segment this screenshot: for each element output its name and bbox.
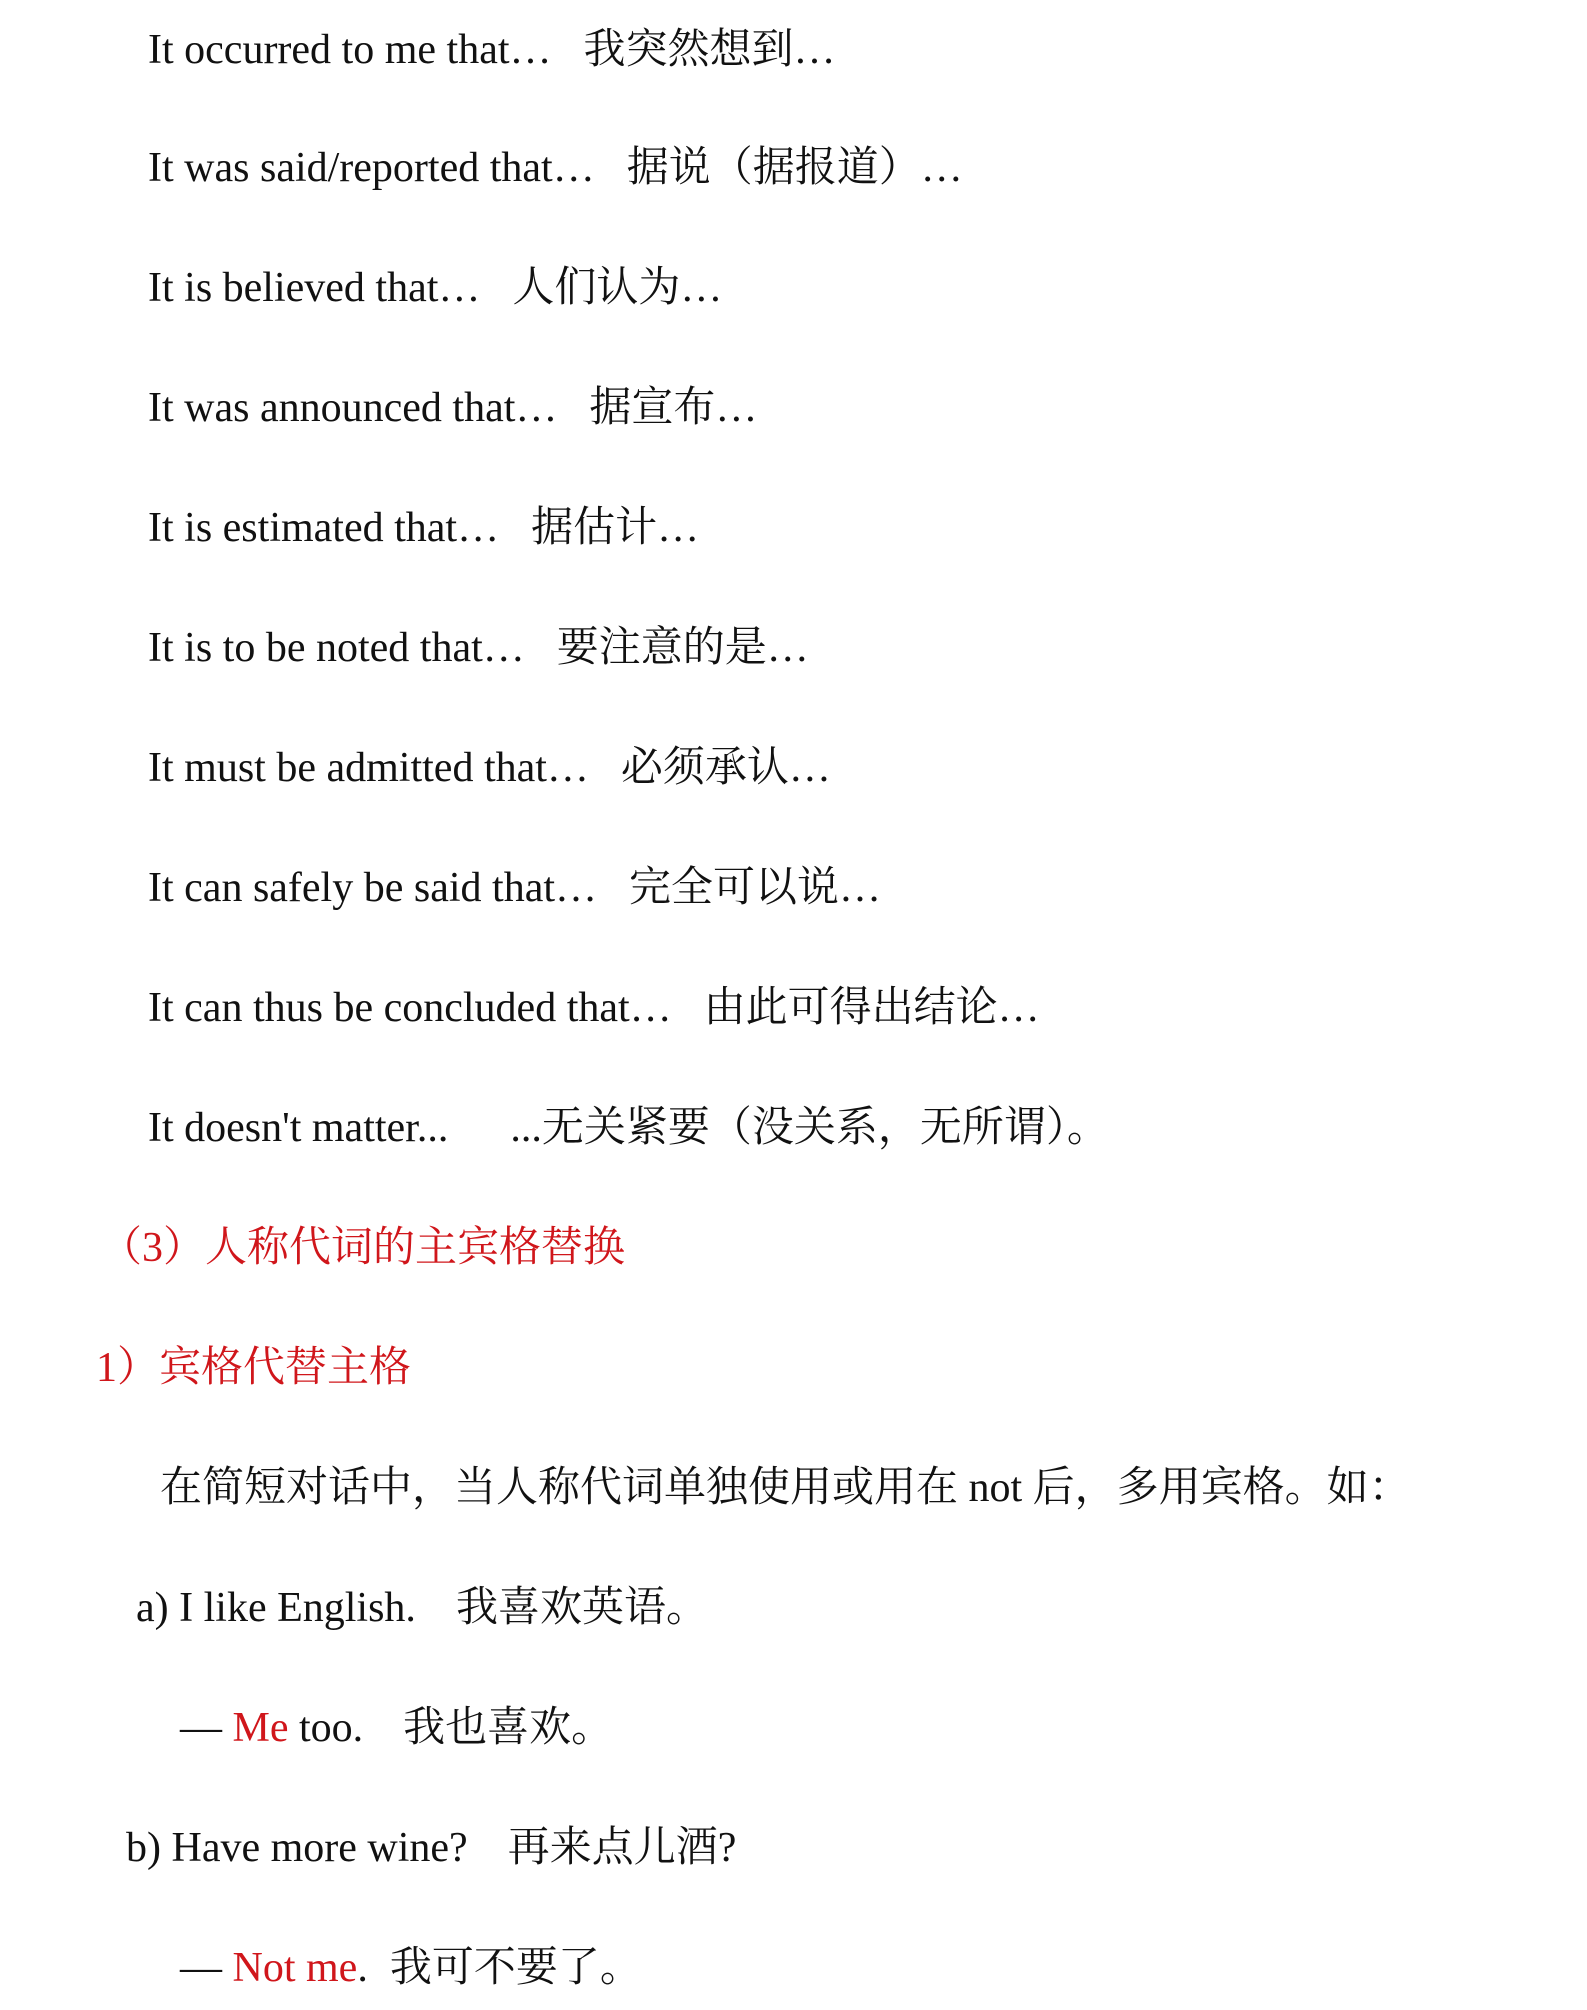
phrase-row	[148, 1102, 1109, 1154]
phrase-english: It occurred to me that…	[148, 27, 552, 73]
phrase-chinese: 要注意的是…	[556, 625, 809, 671]
answer-english: too.	[288, 1705, 364, 1751]
answer-highlight: Me	[232, 1705, 289, 1751]
phrase-chinese: ...无关紧要（没关系，无所谓）。	[510, 1105, 1109, 1151]
phrase-chinese: 据说（据报道）…	[626, 145, 963, 191]
example-question	[136, 1582, 708, 1634]
phrase-english: It is believed that…	[148, 265, 481, 311]
phrase-chinese: 据估计…	[531, 505, 700, 551]
phrase-english: It is estimated that…	[148, 505, 500, 551]
phrase-row	[148, 382, 757, 434]
example-answer	[180, 1702, 613, 1754]
phrase-english: It can safely be said that…	[148, 865, 597, 911]
phrase-row	[148, 622, 809, 674]
explanation-text: 在简短对话中，当人称代词单独使用或用在 not 后，多用宾格。如：	[160, 1465, 1411, 1511]
phrase-row	[148, 262, 722, 314]
phrase-row	[148, 862, 881, 914]
phrase-row	[148, 982, 1040, 1034]
phrase-row	[148, 502, 699, 554]
answer-english: .	[357, 1945, 368, 1991]
example-question-english: b) Have more wine?	[126, 1825, 468, 1871]
example-answer	[180, 1942, 642, 1994]
example-question-chinese: 我喜欢英语。	[455, 1585, 708, 1631]
phrase-row	[148, 742, 831, 794]
phrase-english: It can thus be concluded that…	[148, 985, 672, 1031]
phrase-chinese: 人们认为…	[512, 265, 723, 311]
phrase-english: It was said/reported that…	[148, 145, 595, 191]
phrase-english: It doesn't matter...	[148, 1105, 449, 1151]
example-question-chinese: 再来点儿酒?	[507, 1825, 737, 1871]
example-question-english: a) I like English.	[136, 1585, 416, 1631]
phrase-english: It was announced that…	[148, 385, 558, 431]
phrase-english: It must be admitted that…	[148, 745, 589, 791]
answer-chinese: 我也喜欢。	[403, 1705, 614, 1751]
subsection-heading: 1）宾格代替主格	[96, 1345, 412, 1391]
answer-dash: —	[180, 1945, 233, 1991]
answer-dash: —	[180, 1705, 233, 1751]
section-heading: （3）人称代词的主宾格替换	[100, 1225, 626, 1271]
phrase-chinese: 完全可以说…	[629, 865, 882, 911]
phrase-english: It is to be noted that…	[148, 625, 525, 671]
answer-highlight: Not me	[232, 1945, 358, 1991]
example-question	[126, 1822, 736, 1874]
phrase-row	[148, 142, 963, 194]
phrase-chinese: 我突然想到…	[583, 27, 836, 73]
phrase-chinese: 必须承认…	[620, 745, 831, 791]
answer-chinese: 我可不要了。	[389, 1945, 642, 1991]
phrase-chinese: 据宣布…	[589, 385, 758, 431]
phrase-row	[148, 24, 836, 76]
phrase-chinese: 由此可得出结论…	[703, 985, 1040, 1031]
